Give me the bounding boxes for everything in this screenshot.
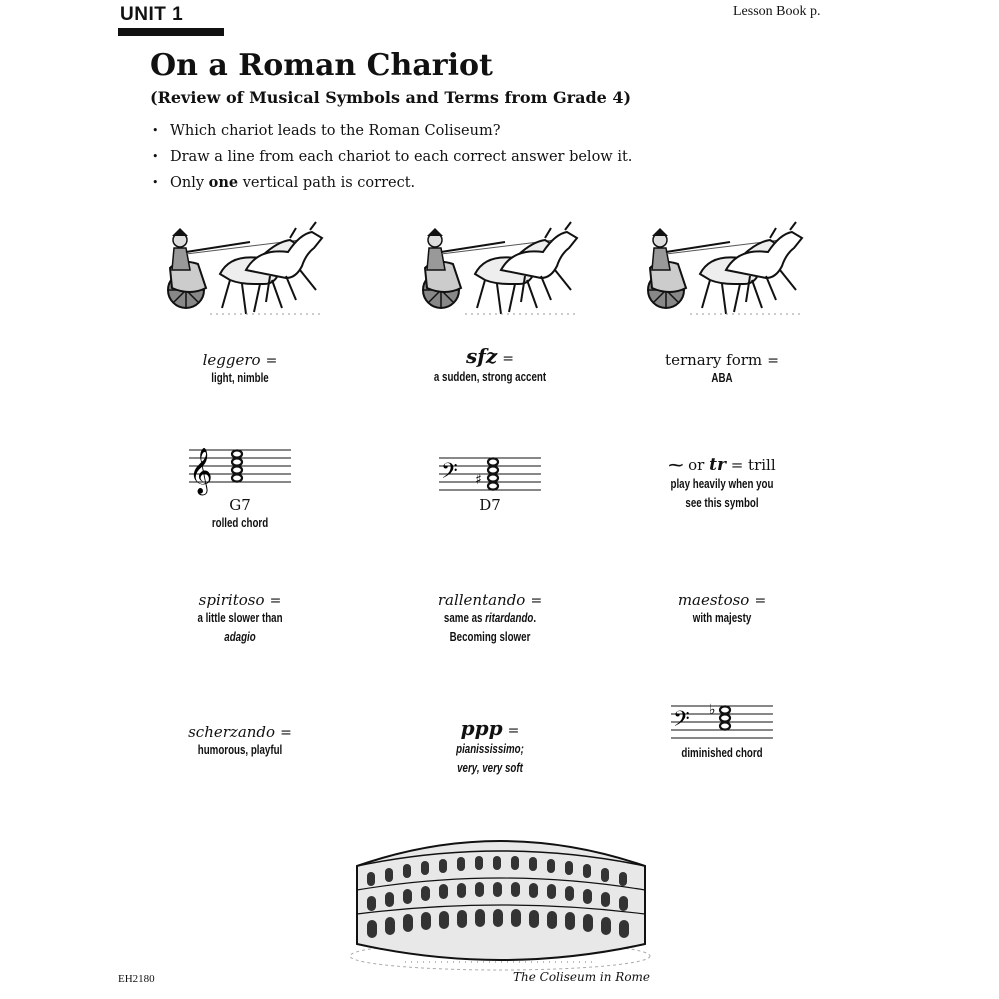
unit-label: UNIT 1 [120,4,184,25]
lesson-book-reference: Lesson Book p. [733,4,821,19]
cell-spiritoso [140,590,340,647]
cell-scherzando [140,722,340,760]
mordent-icon: ⁓ [668,456,684,474]
equals-sign: = [754,593,767,609]
unit-underline-bar [118,28,224,36]
svg-text:♯: ♯ [475,472,482,488]
equals-sign: = [269,593,282,609]
equals-sign: = [502,351,515,367]
equals-sign: = [767,353,779,369]
publication-code: EH2180 [118,973,155,985]
instruction-text: Draw a line from each chariot to each correct answer below it. [170,149,633,165]
answer-text-line1: play heavily when you [670,477,774,491]
answer-text-line1: a little slower than [197,611,283,625]
answer-text: ABA [711,371,733,385]
term-text: scherzando [188,723,276,741]
equals-sign: = [507,723,520,739]
answer-text-line1: pianississimo; [456,742,524,756]
answer-text: rolled chord [211,516,269,530]
answer-text: light, nimble [211,371,269,385]
dynamic-symbol: sfz [465,344,498,368]
cell-maestoso [622,590,822,628]
answer-pre: same as [443,611,486,625]
cell-leggero [140,350,340,388]
cell-trill [622,455,822,513]
equals-sign: = [280,725,292,741]
bass-staff [622,700,822,744]
answer-text: a sudden, strong accent [433,370,547,384]
cell-sfz [390,344,590,387]
instructions-list [150,118,632,196]
term-text: leggero [202,351,261,369]
cell-g7-chord [140,440,340,533]
chariot-illustration [405,218,585,328]
instruction-item [150,170,632,196]
instruction-text-bold: one [208,174,239,191]
term-text: ternary form [665,351,763,369]
cell-diminished-chord [622,700,822,763]
chord-label: D7 [479,496,501,514]
term-text: maestoso [677,591,750,609]
term-text: rallentando [437,591,526,609]
dynamic-symbol: ppp [460,716,503,740]
chariot-illustration [150,218,330,328]
or-text: or [688,456,705,474]
instruction-text: Which chariot leads to the Roman Coliseum? [170,123,501,139]
cell-rallentando [390,590,590,647]
cell-ternary-form [622,350,822,388]
page-title: On a Roman Chariot [150,48,493,83]
treble-staff [140,440,340,496]
answer-italic: ritardando [485,611,534,625]
instruction-text-post: vertical path is correct. [238,175,416,191]
answer-text: humorous, playful [197,743,283,757]
answer-text-line2: very, very soft [457,761,523,775]
instruction-item [150,144,632,170]
cell-d7-chord [390,452,590,514]
bass-clef-icon: 𝄢 [441,459,458,489]
answer-text-line2: Becoming slower [449,630,531,644]
trill-symbol: tr [709,455,726,475]
answer-text-line1 [412,609,568,628]
answer-text: diminished chord [681,746,763,760]
bass-clef-icon: 𝄢 [673,707,690,737]
instruction-item [150,118,632,144]
page-subtitle: (Review of Musical Symbols and Terms from Grade 4) [150,88,632,107]
treble-clef-icon: 𝄞 [189,448,213,494]
coliseum-caption: The Coliseum in Rome [513,970,651,984]
bass-staff [390,452,590,496]
chariot-illustration [630,218,810,328]
instruction-text-pre: Only [170,175,209,191]
answer-post: . [533,611,537,625]
equals-trill: = trill [730,456,776,474]
cell-ppp [390,716,590,778]
chord-label: G7 [229,496,251,514]
equals-sign: = [530,593,543,609]
answer-text-line2: see this symbol [685,496,759,510]
answer-text: with majesty [692,611,752,625]
answer-text-line2: adagio [224,630,256,644]
equals-sign: = [265,353,278,369]
coliseum-illustration [345,826,655,986]
term-text: spiritoso [198,591,265,609]
svg-text:♭: ♭ [709,702,716,718]
